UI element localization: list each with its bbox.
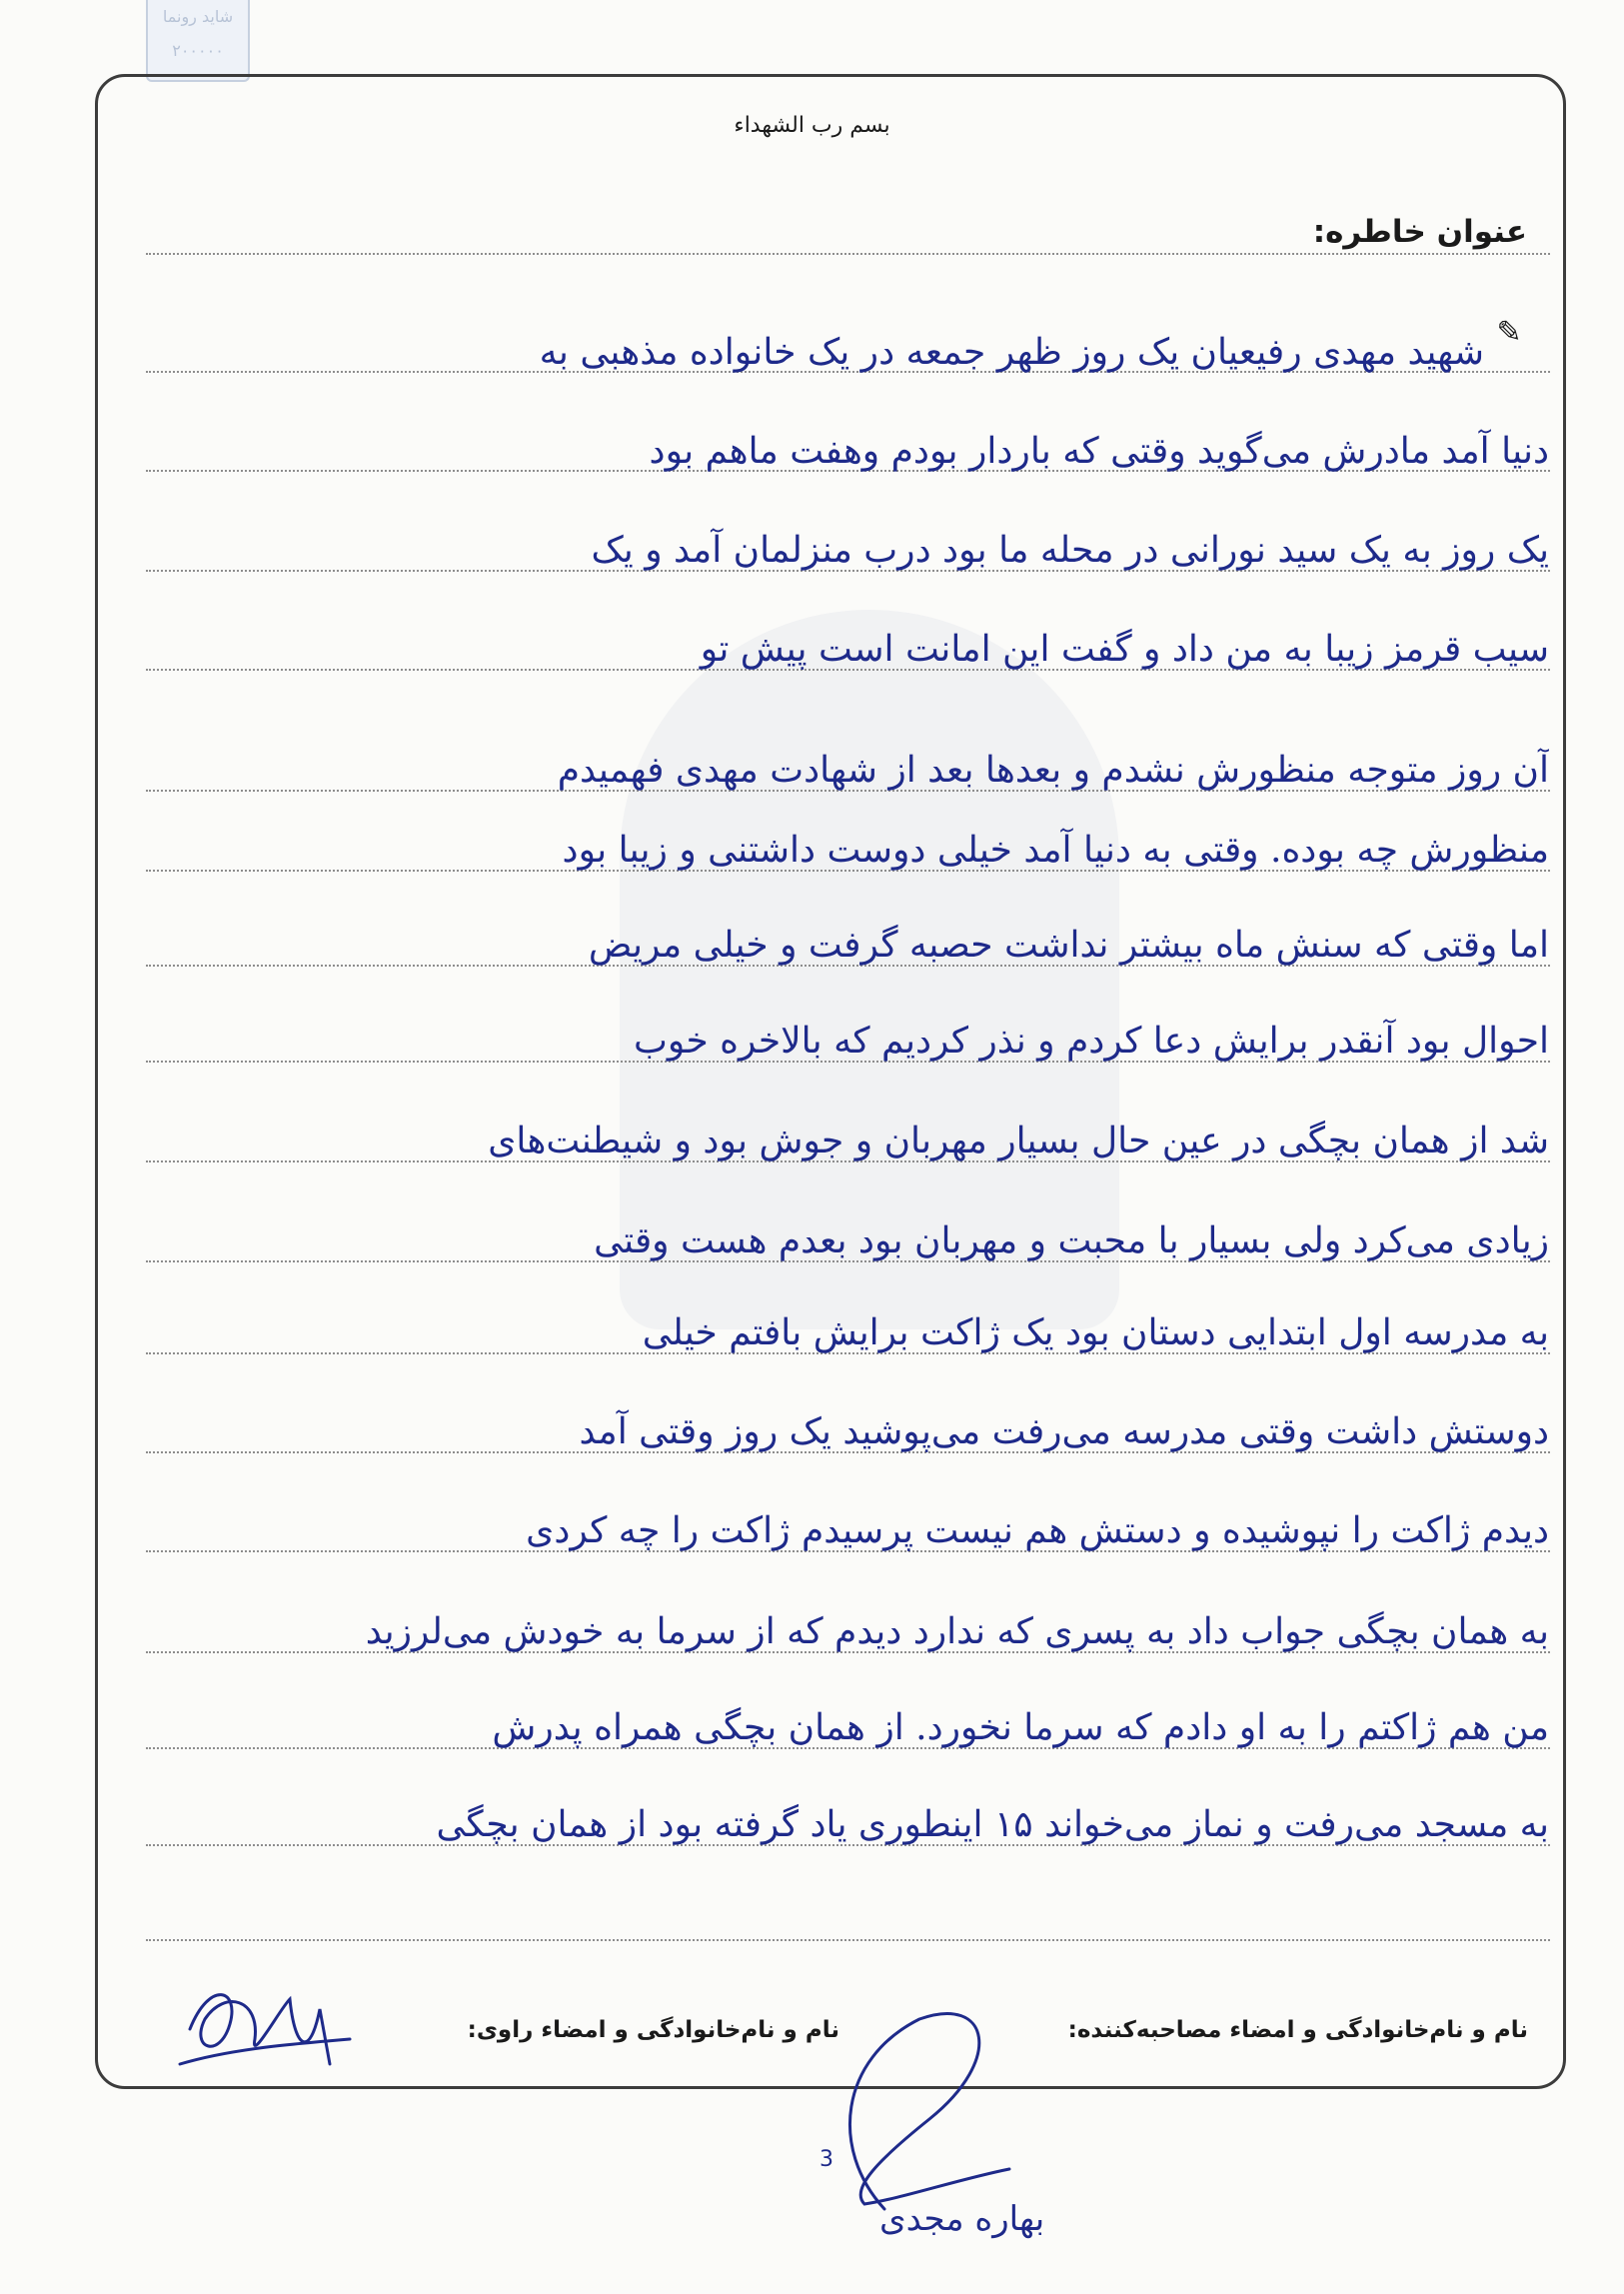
memoir-line: دوستش داشت وقتی مدرسه می‌رفت می‌پوشید یک روز وقتی آمد <box>579 1411 1549 1452</box>
memoir-line: سیب قرمز زیبا به من داد و گفت این امانت است پیش تو <box>700 629 1549 670</box>
memoir-line: شد از همان بچگی در عین حال بسیار مهربان و جوش بود و شیطنت‌های <box>488 1121 1549 1161</box>
memoir-line: من هم ژاکتم را به او دادم که سرما نخورد. از همان بچگی همراه پدرش <box>492 1707 1549 1748</box>
ruled-line <box>146 1939 1550 1941</box>
memoir-line: منظورش چه بوده. وقتی به دنیا آمد خیلی دوست داشتنی و زیبا بود <box>562 830 1549 871</box>
interviewer-signature <box>790 1999 1029 2219</box>
memoir-line: زیادی می‌کرد ولی بسیار با محبت و مهربان بود بعدم هست وقتی <box>594 1220 1549 1261</box>
interviewer-name: بهاره مجدی <box>879 2199 1045 2239</box>
page-number: 3 <box>819 2147 833 2172</box>
basmala-heading: بسم رب الشهداء <box>734 113 890 138</box>
memoir-line: به مسجد می‌رفت و نماز می‌خواند ۱۵ اینطوری یاد گرفته بود از همان بچگی <box>436 1804 1549 1845</box>
ruled-line <box>146 253 1550 255</box>
memoir-line: به همان بچگی جواب داد به پسری که ندارد دیدم که از سرما به خودش می‌لرزید <box>365 1611 1549 1652</box>
interviewer-signature-label: نام و نام‌خانوادگی و امضاء مصاحبه‌کننده: <box>1067 2017 1528 2043</box>
memoir-line: آن روز متوجه منظورش نشدم و بعد‌ها بعد از شهادت مهدی فهمیدم <box>557 750 1549 791</box>
stamp-box <box>146 0 250 82</box>
narrator-signature-label: نام و نام‌خانوادگی و امضاء راوی: <box>467 2017 839 2043</box>
memoir-line: به مدرسه اول ابتدایی دستان بود یک ژاکت برایش بافتم خیلی <box>642 1312 1549 1353</box>
memoir-line: احوال بود آنقدر برایش دعا کردم و نذر کردیم که بالاخره خوب <box>633 1021 1549 1062</box>
memoir-line: شهید مهدی رفیعیان یک روز ظهر جمعه در یک خانواده مذهبی به <box>539 332 1484 373</box>
narrator-signature <box>170 1969 360 2079</box>
memoir-line: اما وقتی که سنش ماه بیشتر نداشت حصبه گرفت و خیلی مریض <box>588 925 1549 966</box>
stamp-text: شاید رونما ۲۰۰۰۰۰ <box>162 7 234 60</box>
memoir-line: دنیا آمد مادرش می‌گوید وقتی که باردار بودم وهفت ماهم بود <box>649 431 1549 472</box>
memoir-title-label: عنوان خاطره: <box>1312 214 1527 250</box>
memoir-line: یک روز به یک سید نورانی در محله ما بود درب منزلمان آمد و یک <box>591 530 1549 571</box>
pencil-icon: ✎ <box>1496 315 1522 350</box>
memoir-line: دیدم ژاکت را نپوشیده و دستش هم نیست پرسیدم ژاکت را چه کردی <box>526 1510 1549 1551</box>
